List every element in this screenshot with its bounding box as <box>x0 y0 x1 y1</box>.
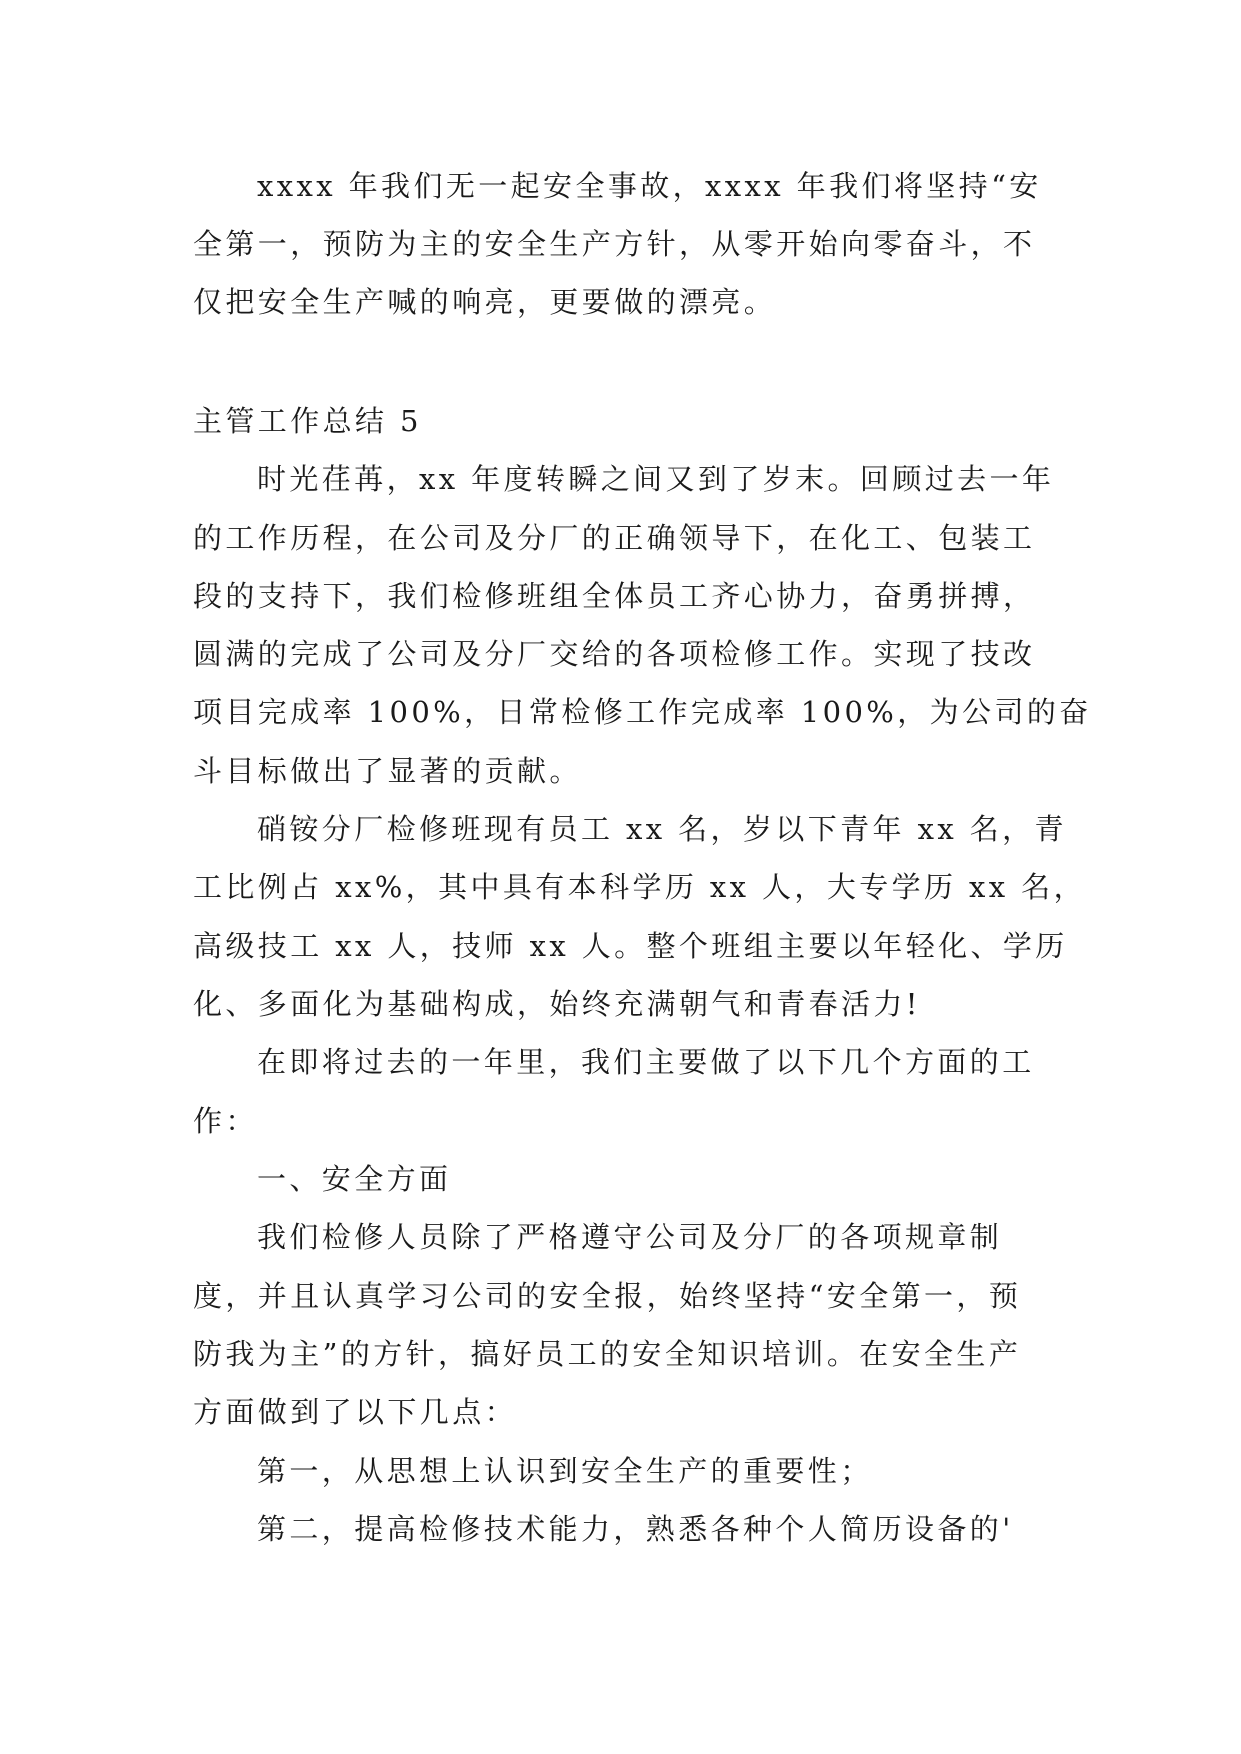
paragraph-line: 项目完成率 100%，日常检修工作完成率 100%，为公司的奋 <box>193 695 1092 729</box>
paragraph-line: 的工作历程，在公司及分厂的正确领导下，在化工、包装工 <box>193 521 1036 555</box>
paragraph-line: 圆满的完成了公司及分厂交给的各项检修工作。实现了技改 <box>193 637 1036 671</box>
paragraph-line: 工比例占 xx%，其中具有本科学历 xx 人，大专学历 xx 名， <box>193 870 1086 904</box>
subsection-heading: 一、安全方面 <box>257 1162 452 1196</box>
paragraph-line: 方面做到了以下几点： <box>193 1395 518 1429</box>
paragraph-line: 高级技工 xx 人，技师 xx 人。整个班组主要以年轻化、学历 <box>193 929 1068 963</box>
paragraph-line: 在即将过去的一年里，我们主要做了以下几个方面的工 <box>257 1045 1035 1079</box>
paragraph-line: 度，并且认真学习公司的安全报，始终坚持“安全第一，预 <box>193 1279 1022 1313</box>
paragraph-line: 段的支持下，我们检修班组全体员工齐心协力，奋勇拼搏， <box>193 579 1036 613</box>
list-item: 第二，提高检修技术能力，熟悉各种个人简历设备的' <box>257 1512 1014 1546</box>
list-item: 第一，从思想上认识到安全生产的重要性； <box>257 1454 873 1488</box>
paragraph-line: 防我为主”的方针，搞好员工的安全知识培训。在安全生产 <box>193 1337 1022 1371</box>
paragraph-line: 全第一，预防为主的安全生产方针，从零开始向零奋斗，不 <box>193 227 1036 261</box>
paragraph-line: 时光荏苒，xx 年度转瞬之间又到了岁末。回顾过去一年 <box>257 462 1055 496</box>
paragraph-line: 作： <box>193 1104 258 1138</box>
paragraph-line: 斗目标做出了显著的贡献。 <box>193 754 582 788</box>
paragraph-line: 我们检修人员除了严格遵守公司及分厂的各项规章制 <box>257 1220 1003 1254</box>
paragraph-line: xxxx 年我们无一起安全事故，xxxx 年我们将坚持“安 <box>257 169 1042 203</box>
paragraph-line: 硝铵分厂检修班现有员工 xx 名，岁以下青年 xx 名，青 <box>257 812 1067 846</box>
section-heading: 主管工作总结 5 <box>193 404 422 438</box>
paragraph-line: 化、多面化为基础构成，始终充满朝气和青春活力! <box>193 987 921 1021</box>
paragraph-line: 仅把安全生产喊的响亮，更要做的漂亮。 <box>193 285 777 319</box>
